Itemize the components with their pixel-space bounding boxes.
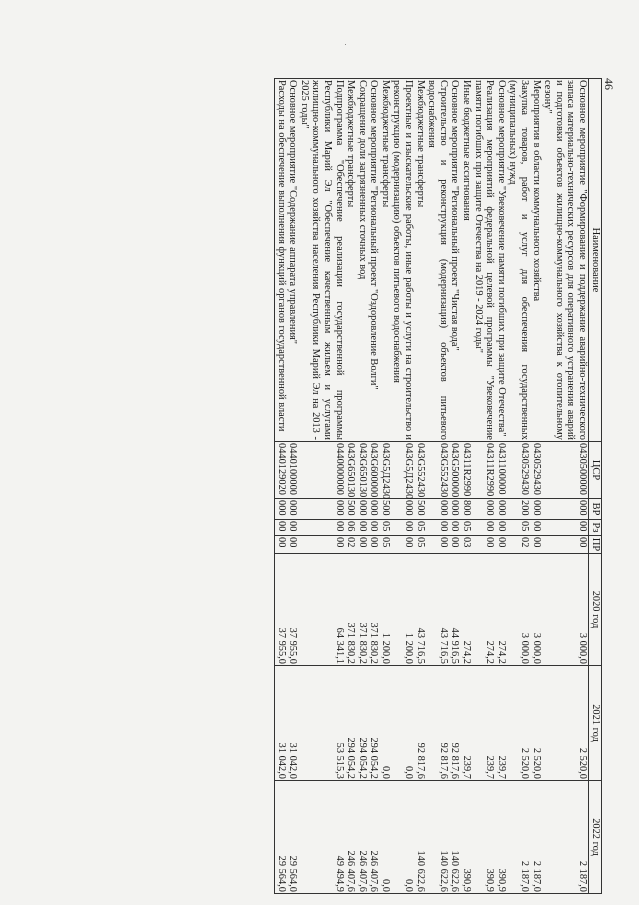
- cell-2022: 0,0: [379, 781, 391, 894]
- cell-vr: 500: [379, 499, 391, 520]
- table-row: [507, 79, 530, 894]
- cell-2020: 1 200,0: [391, 554, 414, 666]
- cell-vr: 000: [298, 499, 344, 520]
- cell-rz: 00: [426, 520, 449, 536]
- cell-csr: 0430529430: [507, 442, 530, 499]
- cell-vr: 000: [426, 499, 449, 520]
- cell-pr: 00: [449, 536, 461, 554]
- cell-name: Основное мероприятие "Региональный проект "Оздоровление Волги": [368, 79, 380, 442]
- cell-vr: 000: [274, 499, 286, 520]
- cell-2020: 3 000,0: [530, 554, 542, 666]
- cell-2020: 3 000,0: [507, 554, 530, 666]
- cell-2021: 239,7: [460, 666, 472, 781]
- cell-vr: 000: [530, 499, 542, 520]
- cell-2022: 2 187,0: [507, 781, 530, 894]
- cell-csr: 043G500000: [449, 443, 461, 498]
- cell-2021: 2 520,0: [507, 666, 530, 781]
- cell-csr: 043G552430: [414, 443, 426, 498]
- cell-2021: 92 817,6: [449, 666, 461, 781]
- cell-2020: 274,2: [460, 554, 472, 666]
- header-pr: ПР: [589, 536, 602, 554]
- cell-vr: 500: [414, 499, 426, 520]
- cell-vr: 000: [368, 499, 380, 520]
- table-row: [530, 79, 542, 894]
- table-header: [589, 79, 602, 894]
- cell-csr: 043G5Д2430: [391, 442, 414, 499]
- header-rz: Рз: [589, 520, 602, 536]
- cell-pr: 00: [426, 536, 449, 554]
- cell-rz: 00: [391, 520, 414, 536]
- cell-vr: 500: [345, 499, 357, 520]
- cell-2021: 239,7: [472, 666, 495, 781]
- cell-rz: 00: [530, 520, 542, 536]
- table-row: [274, 79, 286, 894]
- cell-name: Иные бюджетные ассигнования: [460, 79, 472, 442]
- cell-2022: 49 494,9: [298, 781, 344, 894]
- cell-name: Подпрограмма "Обеспечение реализации государственной программы Республики Марий Эл "Обеспечение качественным жильем и услугами жилищно-коммунального хозяйства населения Республики Марий Эл на 2013 - 2025 годы": [298, 80, 345, 440]
- cell-2022: 246 407,6: [345, 781, 357, 894]
- cell-2021: 31 042,0: [287, 666, 299, 781]
- cell-2021: 239,7: [495, 666, 507, 781]
- cell-csr: 0430500000: [542, 442, 589, 499]
- cell-rz: 00: [287, 520, 299, 536]
- cell-rz: 00: [298, 520, 344, 536]
- table-row: [542, 79, 589, 894]
- cell-2022: 0,0: [391, 781, 414, 894]
- cell-2021: 294 054,2: [356, 666, 368, 781]
- cell-2021: 92 817,6: [426, 666, 449, 781]
- cell-vr: 000: [391, 499, 414, 520]
- cell-2020: 1 200,0: [379, 554, 391, 666]
- cell-name: Расходы на обеспечение выполнения функций органов государственной власти: [274, 79, 286, 442]
- cell-2020: 43 716,5: [414, 554, 426, 666]
- cell-rz: 05: [414, 520, 426, 536]
- header-name: Наименование: [589, 79, 602, 442]
- cell-pr: 00: [356, 536, 368, 554]
- cell-pr: 05: [414, 536, 426, 554]
- cell-pr: 00: [495, 536, 507, 554]
- table-row: [449, 79, 461, 894]
- table-row: [460, 79, 472, 894]
- cell-rz: 00: [472, 520, 495, 536]
- cell-csr: 0431100000: [495, 442, 507, 499]
- cell-vr: 000: [472, 499, 495, 520]
- cell-pr: 00: [287, 536, 299, 554]
- scan-speck: [345, 44, 346, 45]
- cell-2022: 140 622,6: [414, 781, 426, 894]
- cell-csr: 043G552430: [426, 442, 449, 499]
- cell-csr: 043G650130: [345, 443, 357, 498]
- cell-pr: 05: [379, 536, 391, 554]
- cell-2021: 53 515,3: [298, 666, 344, 781]
- cell-2022: 140 622,6: [426, 781, 449, 894]
- cell-rz: 05: [460, 520, 472, 536]
- cell-2020: 3 000,0: [542, 554, 589, 666]
- cell-2020: 44 916,5: [449, 554, 461, 666]
- cell-name: Реализация мероприятий федеральной целевой программы "Увековечение памяти погибших при защите Отечества на 2019 - 2024 годы": [472, 80, 496, 440]
- budget-table: [274, 78, 602, 894]
- cell-2022: 390,9: [495, 781, 507, 894]
- header-2020: 2020 год: [589, 554, 602, 666]
- cell-name: Основное мероприятие "Содержание аппарата управления": [287, 79, 299, 442]
- cell-2021: 294 054,2: [345, 666, 357, 781]
- cell-2020: 371 830,2: [356, 554, 368, 666]
- cell-name: Основное мероприятие "Увековечение памяти погибших при защите Отечества": [495, 79, 507, 442]
- table-row: [426, 79, 449, 894]
- cell-rz: 00: [495, 520, 507, 536]
- header-row: [589, 79, 602, 894]
- cell-name: Мероприятия в области коммунального хозяйства: [530, 79, 542, 442]
- cell-rz: 06: [345, 520, 357, 536]
- cell-csr: 0440129020: [274, 442, 286, 499]
- cell-csr: 043G5Д2430: [379, 443, 391, 500]
- cell-2022: 2 187,0: [542, 781, 589, 894]
- cell-vr: 000: [356, 499, 368, 520]
- table-row: [345, 79, 357, 894]
- table-row: [356, 79, 368, 894]
- cell-pr: 00: [542, 536, 589, 554]
- table-row: [495, 79, 507, 894]
- cell-name: Межбюджетные трансферты: [345, 79, 357, 442]
- header-2022: 2022 год: [589, 781, 602, 894]
- cell-rz: 00: [368, 520, 380, 536]
- cell-2022: 246 407,6: [356, 781, 368, 894]
- cell-2020: 274,2: [495, 554, 507, 666]
- cell-2022: 140 622,6: [449, 781, 461, 894]
- table-row: [298, 79, 344, 894]
- header-csr: ЦСР: [589, 442, 602, 499]
- table-row: [472, 79, 495, 894]
- cell-vr: 000: [495, 499, 507, 520]
- cell-csr: 0440100000: [287, 442, 299, 499]
- cell-pr: 00: [530, 536, 542, 554]
- cell-2022: 2 187,0: [530, 781, 542, 894]
- cell-2021: 31 042,0: [274, 666, 286, 781]
- cell-pr: 00: [298, 536, 344, 554]
- cell-2022: 246 407,6: [368, 781, 380, 894]
- cell-csr: 043G600000: [368, 443, 380, 498]
- cell-name: Межбюджетные трансферты: [414, 79, 426, 442]
- cell-2020: 37 955,0: [274, 554, 286, 666]
- cell-pr: 00: [368, 536, 380, 554]
- cell-vr: 000: [542, 499, 589, 520]
- cell-name: Закупка товаров, работ и услуг для обеспечения государственных (муниципальных) нужд: [507, 80, 531, 440]
- cell-2021: 2 520,0: [530, 666, 542, 781]
- cell-rz: 00: [274, 520, 286, 536]
- cell-2021: 0,0: [391, 666, 414, 781]
- cell-rz: 05: [379, 520, 391, 536]
- cell-2020: 37 955,0: [287, 554, 299, 666]
- cell-2022: 390,9: [460, 781, 472, 894]
- cell-vr: 800: [460, 499, 472, 520]
- cell-csr: 0430529430: [530, 442, 542, 499]
- cell-name: Основное мероприятие "Формирование и поддержание аварийно-технического запаса материально-технических ресурсов для оперативного устранения аварий и подготовки объектов жилищно-коммунального хозяйства к отопительному сезону": [542, 80, 588, 440]
- cell-2020: 43 716,5: [426, 554, 449, 666]
- cell-2021: 294 054,2: [368, 666, 380, 781]
- cell-2020: 371 830,2: [345, 554, 357, 666]
- cell-rz: 05: [507, 520, 530, 536]
- table-body: [274, 79, 588, 894]
- cell-pr: 02: [345, 536, 357, 554]
- cell-vr: 000: [287, 499, 299, 520]
- cell-2020: 371 830,2: [368, 554, 380, 666]
- cell-name: Основное мероприятие "Региональный проект "Чистая вода": [449, 79, 461, 442]
- cell-2021: 0,0: [379, 666, 391, 781]
- cell-rz: 00: [356, 520, 368, 536]
- cell-2022: 29 564,0: [287, 781, 299, 894]
- cell-rz: 00: [542, 520, 589, 536]
- cell-csr: 0440000000: [298, 442, 344, 499]
- cell-vr: 000: [449, 499, 461, 520]
- header-vr: ВР: [589, 499, 602, 520]
- cell-2021: 92 817,6: [414, 666, 426, 781]
- cell-name: Строительство и реконструкция (модернизация) объектов питьевого водоснабжения: [426, 80, 449, 440]
- header-2021: 2021 год: [589, 666, 602, 781]
- cell-2022: 29 564,0: [274, 781, 286, 894]
- page-number: 46: [602, 78, 616, 90]
- cell-name: Сокращение доли загрязненных сточных вод: [356, 79, 368, 442]
- cell-name: Проектные и изыскательские работы, иные работы и услуги на строительство и реконструкцию (модернизацию) объектов питьевого водоснабжения: [391, 80, 415, 440]
- cell-pr: 00: [391, 536, 414, 554]
- cell-csr: 043G650130: [356, 443, 368, 498]
- cell-vr: 200: [507, 499, 530, 520]
- table-row: [379, 79, 391, 894]
- cell-csr: 04311R2990: [472, 442, 495, 499]
- cell-2020: 274,2: [472, 554, 495, 666]
- cell-pr: 02: [507, 536, 530, 554]
- table-row: [287, 79, 299, 894]
- table-row: [391, 79, 414, 894]
- cell-pr: 03: [460, 536, 472, 554]
- cell-2022: 390,9: [472, 781, 495, 894]
- cell-2021: 2 520,0: [542, 666, 589, 781]
- cell-pr: 00: [274, 536, 286, 554]
- cell-rz: 00: [449, 520, 461, 536]
- table-row: [414, 79, 426, 894]
- cell-csr: 04311R2990: [460, 442, 472, 499]
- rotated-table-container: [26, 78, 602, 893]
- cell-name: Межбюджетные трансферты: [379, 79, 391, 442]
- cell-2020: 64 341,1: [298, 554, 344, 666]
- table-row: [368, 79, 380, 894]
- cell-pr: 00: [472, 536, 495, 554]
